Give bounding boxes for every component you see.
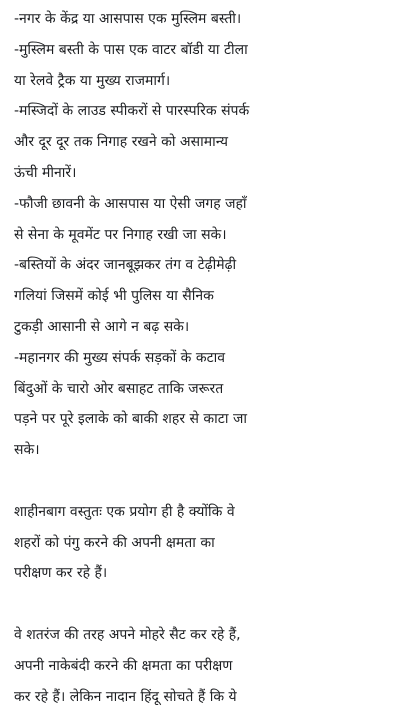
text-line: और दूर दूर तक निगाह रखने को असामान्य [14, 134, 228, 151]
text-line: -बस्तियों के अंदर जानबूझकर तंग व टेढ़ीमेढ़ी [14, 257, 237, 274]
text-line: ऊंची मीनारें। [14, 164, 77, 181]
text-line: गलियां जिसमें कोई भी पुलिस या सैनिक [14, 288, 214, 305]
text-line: बिंदुओं के चारो ओर बसाहट ताकि जरूरत [14, 380, 224, 397]
bullet-item [14, 343, 413, 466]
paragraph-gap [14, 589, 413, 620]
text-line: कर रहे हैं। लेकिन नादान हिंदू सोचते हैं कि ये [14, 688, 237, 705]
bullet-item [14, 189, 413, 251]
bullet-item [14, 35, 413, 97]
bullet-item [14, 250, 413, 342]
bullet-item [14, 96, 413, 188]
text-line: शाहीनबाग वस्तुतः एक प्रयोग ही है क्योंकि वे [14, 503, 235, 520]
text-line: -नगर के केंद्र या आसपास एक मुस्लिम बस्ती। [14, 11, 242, 27]
text-line: -फौजी छावनी के आसपास या ऐसी जगह जहाँ [14, 195, 247, 212]
text-line: सके। [14, 442, 40, 459]
text-line: -महानगर की मुख्य संपर्क सड़कों के कटाव [14, 349, 226, 366]
text-line: अपनी नाकेबंदी करने की क्षमता का परीक्षण [14, 657, 233, 674]
paragraph [14, 620, 413, 712]
text-line: -मस्जिदों के लाउड स्पीकरों से पारस्परिक संपर्क [14, 103, 250, 120]
text-line: परीक्षण कर रहे हैं। [14, 565, 108, 582]
text-line: या रेलवे ट्रैक या मुख्य राजमार्ग। [14, 72, 171, 89]
text-line: शहरों को पंगु करने की अपनी क्षमता का [14, 534, 215, 551]
paragraph [14, 497, 413, 589]
bullet-item [14, 4, 413, 35]
text-line: पड़ने पर पूरे इलाके को बाकी शहर से काटा जा [14, 411, 247, 428]
text-line: -मुस्लिम बस्ती के पास एक वाटर बॉडी या टीला [14, 41, 248, 58]
text-line: टुकड़ी आसानी से आगे न बढ़ सके। [14, 318, 190, 335]
text-line: वे शतरंज की तरह अपने मोहरे सैट कर रहे हैं, [14, 626, 241, 643]
text-line: से सेना के मूवमेंट पर निगाह रखी जा सके। [14, 226, 227, 243]
paragraph-gap [14, 466, 413, 497]
